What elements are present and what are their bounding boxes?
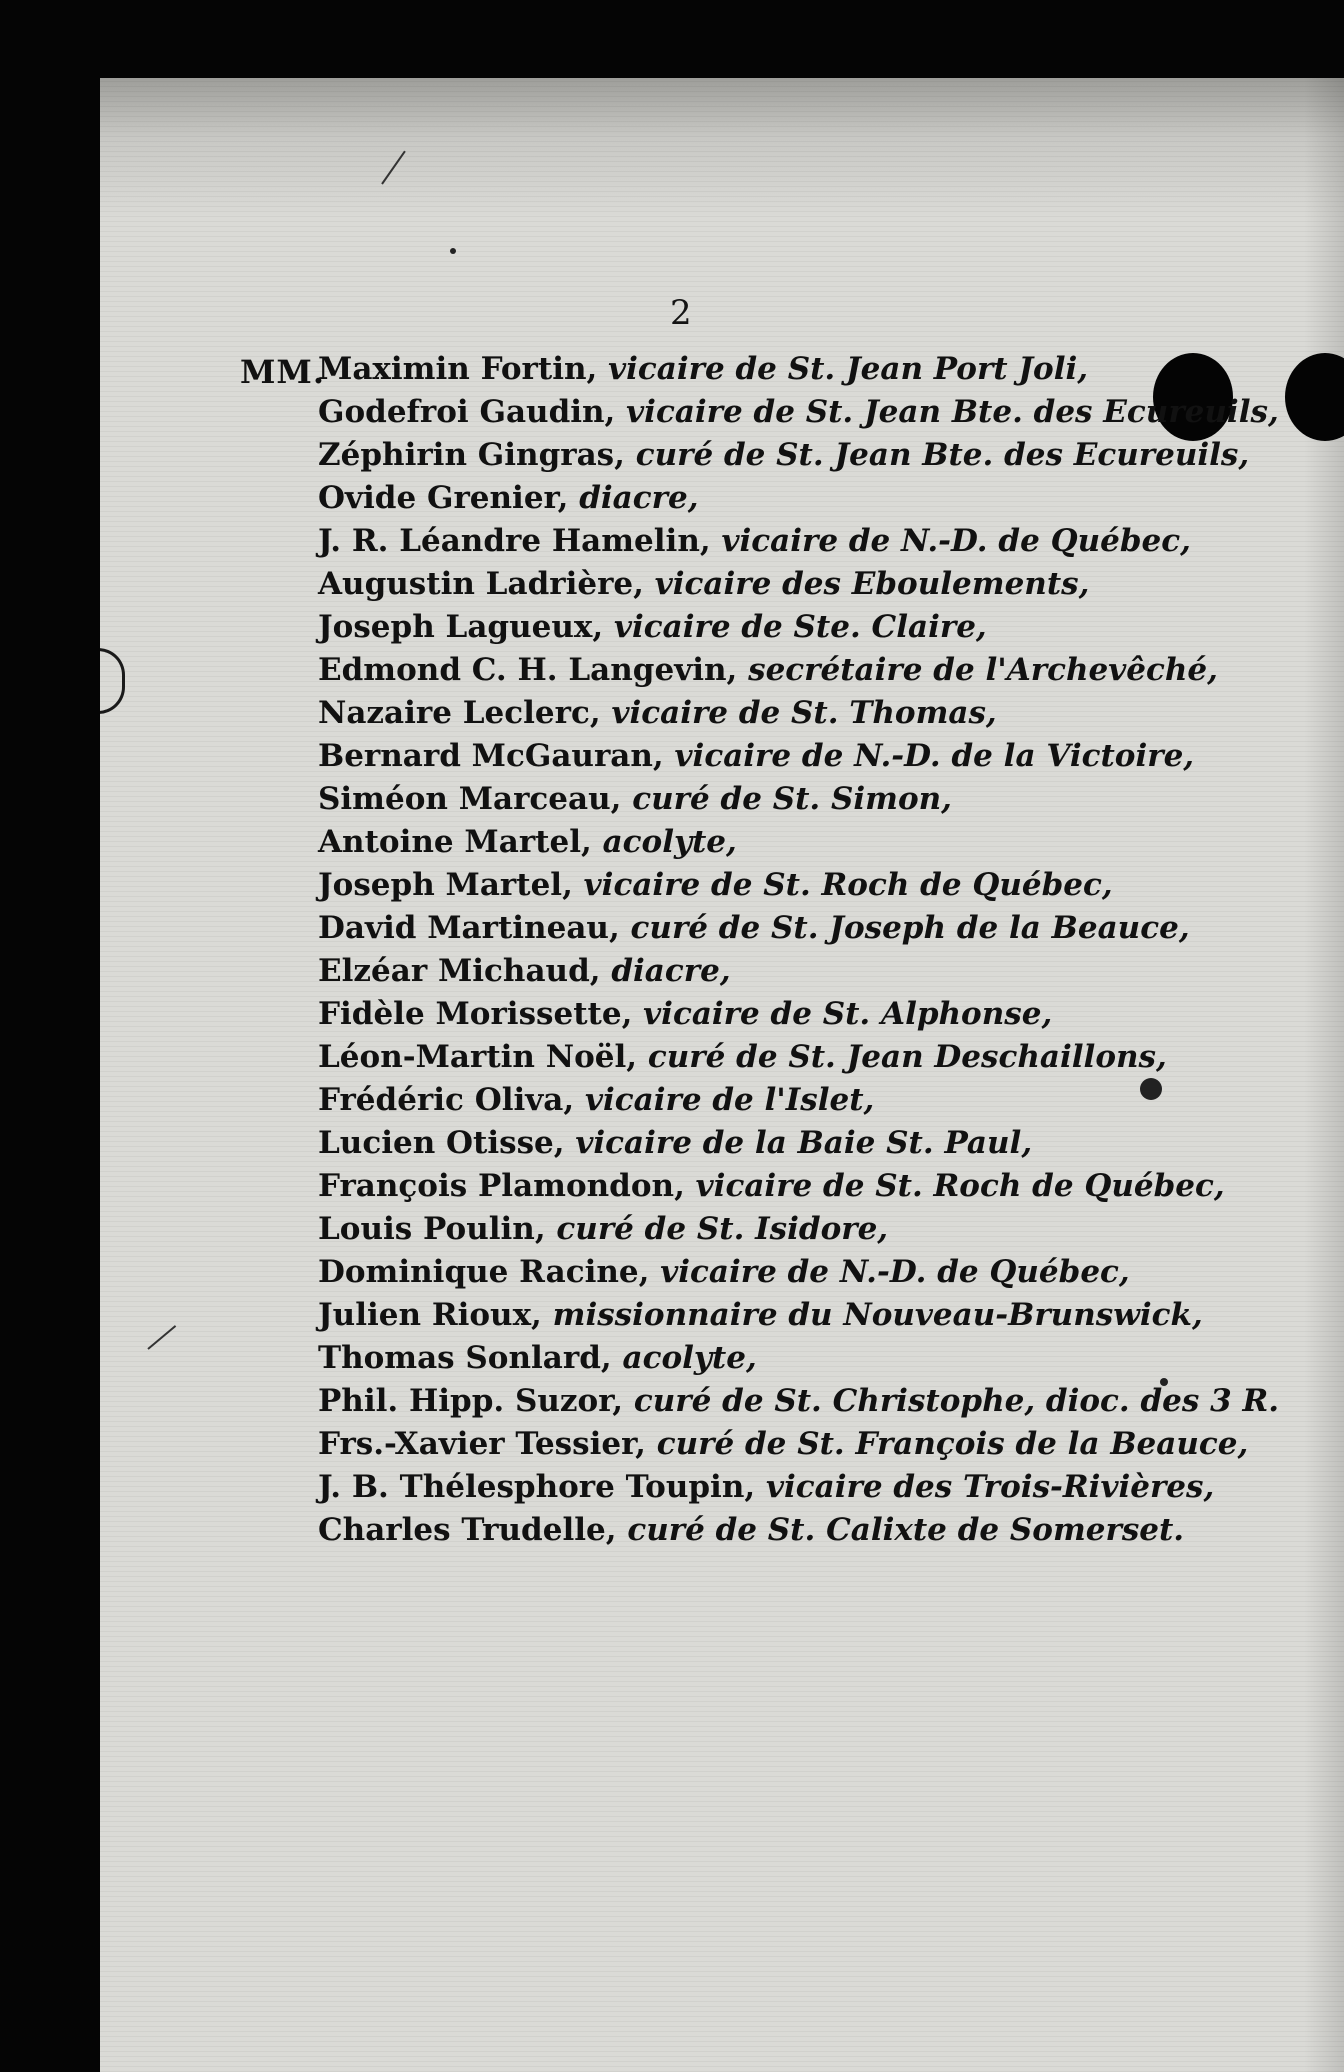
clergy-name: Fidèle Morissette, <box>318 996 633 1032</box>
list-item <box>318 1380 1279 1423</box>
clergy-role: vicaire de St. Alphonse, <box>643 996 1053 1032</box>
list-item <box>318 1251 1279 1294</box>
clergy-name: Ovide Grenier, <box>318 480 569 516</box>
clergy-role: curé de St. Calixte de Somerset. <box>627 1512 1185 1548</box>
clergy-role: vicaire de N.-D. de la Victoire, <box>674 738 1195 774</box>
clergy-role: vicaire de St. Jean Bte. des Ecureuils, <box>626 394 1279 430</box>
list-item <box>318 1079 1279 1122</box>
scratch-mark <box>381 151 406 185</box>
clergy-role: vicaire de St. Jean Port Joli, <box>608 351 1089 387</box>
clergy-name: Nazaire Leclerc, <box>318 695 601 731</box>
clergy-name: Elzéar Michaud, <box>318 953 601 989</box>
clergy-role: vicaire de l'Islet, <box>584 1082 875 1118</box>
page-number: 2 <box>670 293 692 333</box>
list-item <box>318 993 1279 1036</box>
clergy-role: curé de St. François de la Beauce, <box>656 1426 1249 1462</box>
list-item <box>318 1509 1279 1552</box>
clergy-name: Frédéric Oliva, <box>318 1082 575 1118</box>
clergy-name: J. R. Léandre Hamelin, <box>318 523 711 559</box>
clergy-role: vicaire de St. Roch de Québec, <box>695 1168 1225 1204</box>
clergy-name: Joseph Martel, <box>318 867 573 903</box>
list-item <box>318 391 1279 434</box>
clergy-role: diacre, <box>611 953 731 989</box>
clergy-role: vicaire de N.-D. de Québec, <box>660 1254 1130 1290</box>
clergy-name: Lucien Otisse, <box>318 1125 565 1161</box>
clergy-name: Siméon Marceau, <box>318 781 622 817</box>
clergy-role: vicaire des Eboulements, <box>654 566 1090 602</box>
list-item <box>318 1423 1279 1466</box>
list-item <box>318 778 1279 821</box>
clergy-role: curé de St. Simon, <box>632 781 952 817</box>
clergy-name: Zéphirin Gingras, <box>318 437 625 473</box>
list-item <box>318 1036 1279 1079</box>
clergy-name: Antoine Martel, <box>318 824 592 860</box>
clergy-role: vicaire des Trois-Rivières, <box>765 1469 1215 1505</box>
binding-hole <box>1285 353 1344 441</box>
honorific-prefix: MM. <box>240 353 325 391</box>
list-item <box>318 649 1279 692</box>
clergy-name: Godefroi Gaudin, <box>318 394 616 430</box>
clergy-role: secrétaire de l'Archevêché, <box>748 652 1218 688</box>
list-item <box>318 606 1279 649</box>
list-item <box>318 563 1279 606</box>
clergy-name: Maximin Fortin, <box>318 351 598 387</box>
clergy-name: Augustin Ladrière, <box>318 566 644 602</box>
clergy-name: Julien Rioux, <box>318 1297 542 1333</box>
clergy-role: vicaire de Ste. Claire, <box>613 609 987 645</box>
clergy-name: Joseph Lagueux, <box>318 609 604 645</box>
scratch-mark <box>147 1325 176 1350</box>
margin-mark <box>100 648 125 714</box>
clergy-name: Charles Trudelle, <box>318 1512 617 1548</box>
clergy-name: Bernard McGauran, <box>318 738 664 774</box>
clergy-role: curé de St. Christophe, dioc. des 3 R. <box>633 1383 1280 1419</box>
list-item <box>318 864 1279 907</box>
list-item <box>318 434 1279 477</box>
clergy-role: vicaire de St. Roch de Québec, <box>583 867 1113 903</box>
clergy-role: missionnaire du Nouveau-Brunswick, <box>552 1297 1203 1333</box>
clergy-role: acolyte, <box>602 824 737 860</box>
list-item <box>318 1294 1279 1337</box>
clergy-role: vicaire de St. Thomas, <box>611 695 997 731</box>
list-item <box>318 348 1279 391</box>
list-item <box>318 1466 1279 1509</box>
list-item <box>318 692 1279 735</box>
clergy-role: curé de St. Joseph de la Beauce, <box>630 910 1190 946</box>
clergy-list <box>318 348 1279 1552</box>
list-item <box>318 477 1279 520</box>
ink-speck <box>450 248 456 254</box>
list-item <box>318 1208 1279 1251</box>
clergy-name: Phil. Hipp. Suzor, <box>318 1383 624 1419</box>
clergy-role: vicaire de N.-D. de Québec, <box>721 523 1191 559</box>
list-item <box>318 1122 1279 1165</box>
list-item <box>318 1337 1279 1380</box>
list-item <box>318 821 1279 864</box>
list-item <box>318 950 1279 993</box>
scanned-page <box>100 78 1344 2072</box>
clergy-role: curé de St. Jean Bte. des Ecureuils, <box>635 437 1250 473</box>
clergy-name: Dominique Racine, <box>318 1254 650 1290</box>
clergy-name: Edmond C. H. Langevin, <box>318 652 738 688</box>
clergy-name: Léon-Martin Noël, <box>318 1039 638 1075</box>
clergy-name: Louis Poulin, <box>318 1211 546 1247</box>
clergy-name: Thomas Sonlard, <box>318 1340 612 1376</box>
clergy-name: J. B. Thélesphore Toupin, <box>318 1469 756 1505</box>
clergy-name: Frs.-Xavier Tessier, <box>318 1426 646 1462</box>
clergy-role: curé de St. Isidore, <box>556 1211 889 1247</box>
clergy-role: vicaire de la Baie St. Paul, <box>575 1125 1033 1161</box>
list-item <box>318 520 1279 563</box>
list-item <box>318 907 1279 950</box>
clergy-role: curé de St. Jean Deschaillons, <box>647 1039 1167 1075</box>
clergy-name: David Martineau, <box>318 910 620 946</box>
clergy-role: diacre, <box>579 480 699 516</box>
list-item <box>318 1165 1279 1208</box>
clergy-role: acolyte, <box>622 1340 757 1376</box>
clergy-name: François Plamondon, <box>318 1168 685 1204</box>
list-item <box>318 735 1279 778</box>
